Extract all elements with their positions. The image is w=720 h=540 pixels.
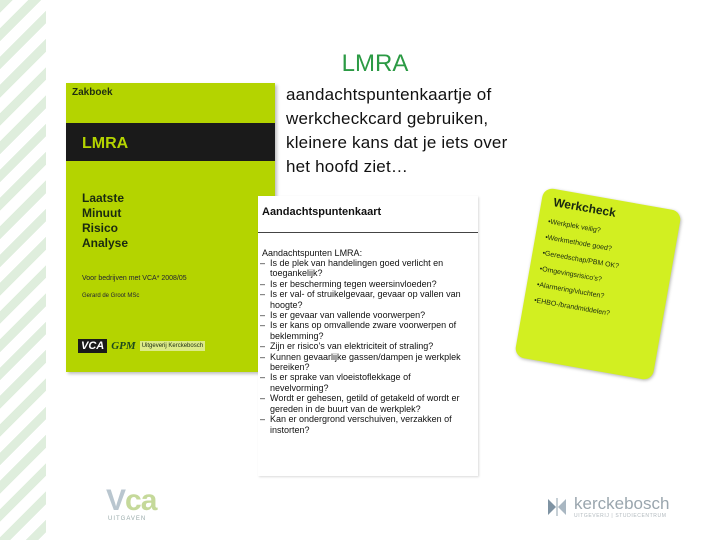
card-divider [258, 232, 478, 233]
checklist-text: Wordt er gehesen, getild of getakeld of wordt er [270, 393, 460, 404]
checklist-dash: – [260, 414, 266, 425]
card-title: Aandachtspuntenkaart [262, 206, 382, 218]
checklist-text: Kan er ondergrond verschuiven, verzakken of [270, 414, 452, 425]
werkcheck-item: •Omgevingsrisico's? [539, 265, 603, 284]
slide-title: LMRA [341, 50, 409, 77]
checklist-dash: – [260, 393, 266, 404]
checklist-dash: – [260, 341, 266, 352]
slide-body-text [286, 83, 566, 179]
vca-logo-letters: ca [125, 484, 157, 517]
checklist-text: Is er bescherming tegen weersinvloeden? [270, 278, 437, 289]
aandachtspuntenkaart-image [258, 196, 478, 476]
checklist-line [260, 310, 476, 320]
checklist-dash [260, 425, 270, 435]
checklist-line [260, 341, 476, 351]
kerckebosch-name: kerckebosch [574, 494, 670, 513]
book-subtitle-line: Risico [82, 221, 119, 235]
body-line: het hoofd ziet… [286, 157, 409, 176]
checklist-line [260, 414, 476, 424]
checklist-text: Is de plek van handelingen goed verlicht en [270, 258, 444, 268]
checklist-dash [260, 362, 270, 372]
vca-logo-caption: UITGAVEN [108, 516, 147, 522]
checklist-line [260, 372, 476, 382]
checklist-line [260, 352, 476, 362]
book-subtitle-line: Analyse [82, 236, 129, 250]
checklist-line [260, 320, 476, 330]
werkcheck-item: •Alarmering/vluchten? [536, 281, 605, 301]
checklist-dash [260, 383, 270, 393]
checklist-dash [260, 331, 270, 341]
checklist-dash: – [260, 310, 266, 321]
checklist-line [260, 425, 476, 435]
werkcheck-list [533, 214, 626, 322]
vca-logo-mark [106, 486, 170, 516]
checklist-line [260, 362, 476, 372]
checklist-line [260, 404, 476, 414]
checklist-text: Kunnen gevaarlijke gassen/dampen je werkplek [270, 351, 461, 362]
kerckebosch-icon [546, 496, 568, 518]
werkcheck-item: •Werkplek veilig? [547, 218, 602, 235]
checklist-dash: – [260, 278, 266, 289]
werkcheck-item: •EHBO-/brandmiddelen? [533, 297, 611, 318]
checklist-dash [260, 404, 270, 414]
werkcheck-title: Werkcheck [552, 195, 617, 220]
checklist-text: gereden in de buurt van de werkplek? [270, 403, 421, 414]
body-line: kleinere kans dat je iets over [286, 133, 508, 152]
book-subtitle [82, 191, 128, 251]
book-subtitle-line: Laatste [82, 191, 125, 205]
kerckebosch-tagline: UITGEVERIJ | STUDIECENTRUM [574, 513, 667, 519]
werkcheck-card-image [514, 187, 682, 381]
checklist-line [260, 331, 476, 341]
werkcheck-item: •Werkmethode goed? [544, 234, 613, 253]
checklist-text: hoogte? [270, 299, 303, 310]
checklist-dash [260, 300, 270, 310]
book-title: LMRA [82, 135, 129, 152]
card-heading: Aandachtspunten LMRA: [262, 248, 363, 258]
kerckebosch-wordmark [574, 495, 669, 519]
checklist-line [260, 258, 476, 268]
checklist-dash: – [260, 372, 266, 383]
checklist-text: Is er gevaar van vallende voorwerpen? [270, 310, 426, 321]
checklist-text: bereiken? [270, 362, 310, 373]
vca-logo-small: VCA [78, 339, 107, 353]
checklist-dash: – [260, 351, 266, 362]
checklist-text: nevelvorming? [270, 382, 329, 393]
checklist-text: beklemming? [270, 330, 324, 341]
checklist-dash: – [260, 320, 266, 331]
publisher-logo-small: Uitgeverij Kerckebosch [141, 343, 204, 349]
checklist-line [260, 268, 476, 278]
book-cover-image [66, 83, 275, 372]
checklist-dash: – [260, 258, 266, 268]
checklist-text: instorten? [270, 424, 310, 435]
gpm-logo: GPM [111, 340, 136, 352]
checklist-line [260, 289, 476, 299]
book-logos [78, 337, 268, 355]
werkcheck-item: •Gereedschap/PBM OK? [541, 249, 620, 271]
checklist-text: Zijn er risico's van elektriciteit of straling? [270, 341, 434, 352]
book-top-label: Zakboek [72, 87, 113, 98]
book-subtitle-line: Minuut [82, 206, 122, 220]
decorative-stripes [0, 0, 46, 540]
book-audience-line: Voor bedrijven met VCA* 2008/05 [82, 275, 187, 282]
vca-uitgaven-logo [106, 486, 170, 530]
card-checklist [260, 258, 476, 435]
checklist-text: toegankelijk? [270, 268, 323, 279]
kerckebosch-logo [546, 490, 696, 524]
body-line: werkcheckcard gebruiken, [286, 109, 489, 128]
checklist-line [260, 279, 476, 289]
checklist-text: Is er kans op omvallende zware voorwerpen of [270, 320, 457, 331]
checklist-line [260, 300, 476, 310]
checklist-dash: – [260, 289, 266, 300]
body-line: aandachtspuntenkaartje of [286, 85, 492, 104]
book-author: Gerard de Groot MSc [82, 293, 140, 299]
checklist-text: Is er sprake van vloeistoflekkage of [270, 372, 411, 383]
checklist-text: Is er val- of struikelgevaar, gevaar op vallen van [270, 289, 461, 300]
vca-logo-letter: V [106, 484, 126, 517]
checklist-line [260, 393, 476, 403]
checklist-line [260, 383, 476, 393]
checklist-dash [260, 268, 270, 278]
